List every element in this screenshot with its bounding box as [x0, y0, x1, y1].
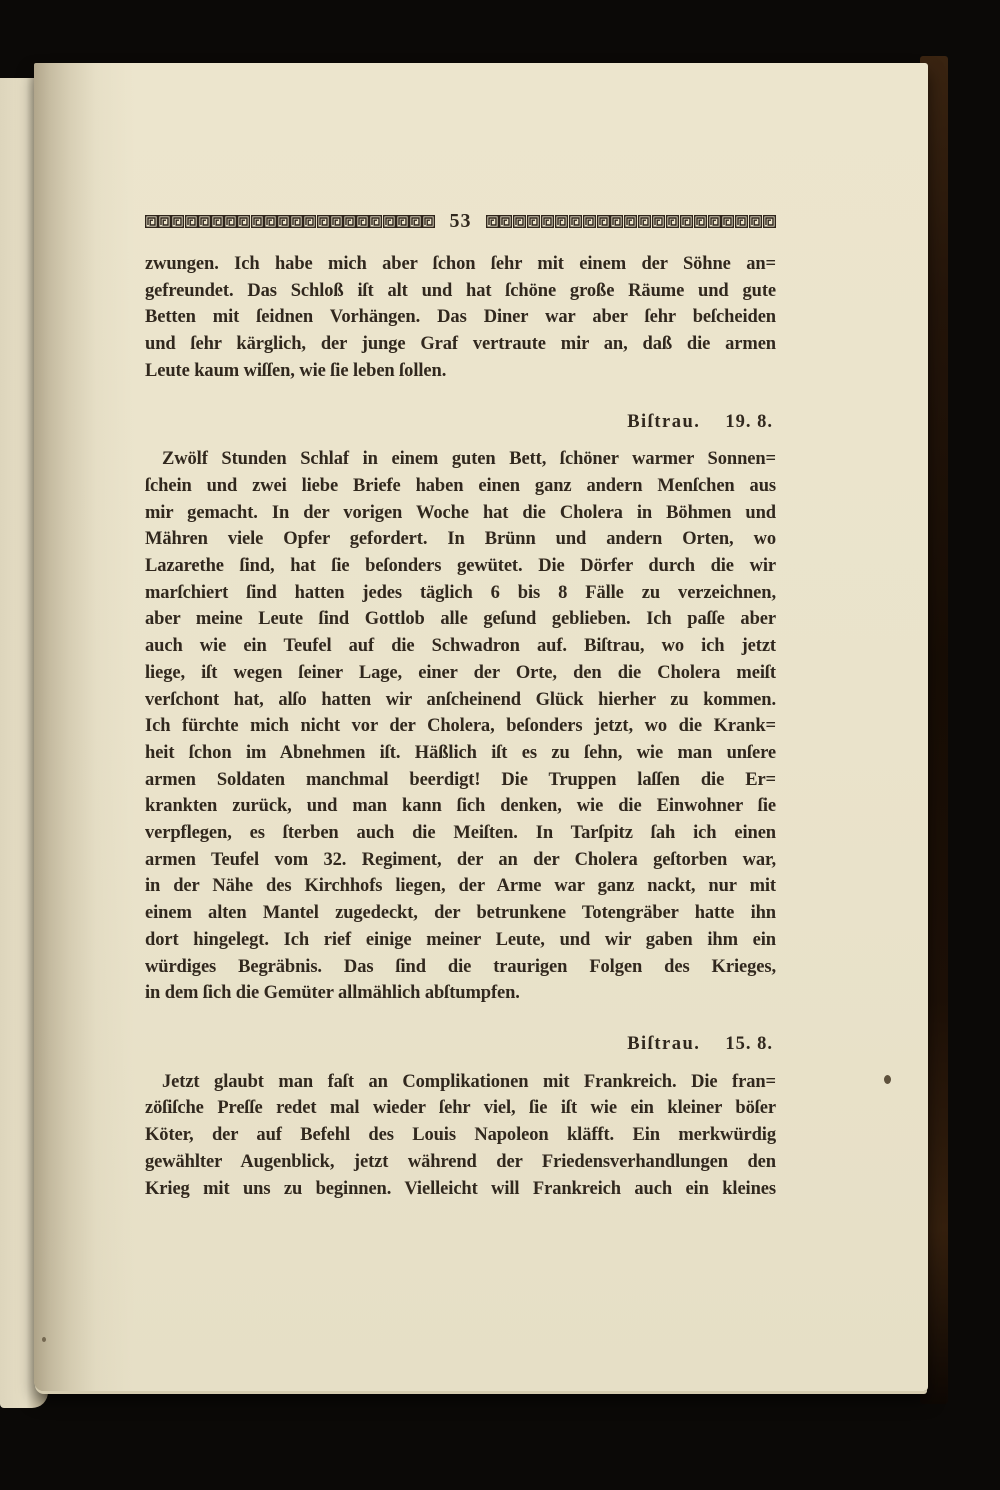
- meander-spiral-icon: [303, 215, 316, 228]
- meander-spiral-icon: [735, 215, 748, 228]
- meander-spiral-icon: [486, 215, 499, 228]
- meander-spiral-icon: [694, 215, 707, 228]
- meander-spiral-icon: [290, 215, 303, 228]
- meander-spiral-icon: [198, 215, 211, 228]
- entry-place: Biſtrau.: [627, 1033, 701, 1054]
- text-line: krankten zurück, und man kann ſich denken, wie die Einwohner ſie: [145, 796, 776, 817]
- meander-spiral-icon: [409, 215, 422, 228]
- paragraph-entry-2: [145, 1069, 776, 1203]
- text-line: in der Nähe des Kirchhofs liegen, der Arme war ganz nackt, nur mit: [145, 876, 776, 897]
- book-page: [34, 63, 928, 1391]
- entry-date: 15. 8.: [725, 1033, 773, 1054]
- meander-spiral-icon: [343, 215, 356, 228]
- text-line: einem alten Mantel zugedeckt, der betrunkene Totengräber hatte ihn: [145, 903, 776, 924]
- paragraph-continuation: [145, 251, 776, 385]
- paper-speck: [42, 1337, 46, 1342]
- text-line: in dem ſich die Gemüter allmählich abſtumpfen.: [145, 983, 520, 1004]
- meander-spiral-icon: [171, 215, 184, 228]
- meander-spiral-icon: [185, 215, 198, 228]
- meander-spiral-icon: [499, 215, 512, 228]
- meander-spiral-icon: [211, 215, 224, 228]
- meander-spiral-icon: [527, 215, 540, 228]
- text-line: gefreundet. Das Schloß iſt alt und hat ſchöne große Räume und gute: [145, 280, 776, 301]
- meander-spiral-icon: [317, 215, 330, 228]
- paragraph-entry-1: [145, 446, 776, 1007]
- entry-date: 19. 8.: [725, 411, 773, 432]
- entry-place: Biſtrau.: [627, 411, 701, 432]
- meander-spiral-icon: [638, 215, 651, 228]
- text-line: Lazarethe ſind, hat ſie beſonders gewütet. Die Dörfer durch die wir: [145, 556, 776, 577]
- meander-spiral-icon: [597, 215, 610, 228]
- meander-spiral-icon: [251, 215, 264, 228]
- text-line: marſchiert ſind hatten jedes täglich 6 bis 8 Fälle zu verzeichnen,: [145, 582, 776, 603]
- page-header: [145, 211, 776, 232]
- meander-spiral-icon: [652, 215, 665, 228]
- ornament-row-right: [486, 215, 777, 228]
- meander-spiral-icon: [422, 215, 435, 228]
- page-content: [145, 211, 776, 1202]
- meander-spiral-icon: [277, 215, 290, 228]
- meander-spiral-icon: [356, 215, 369, 228]
- meander-spiral-icon: [666, 215, 679, 228]
- text-line: gewählter Augenblick, jetzt während der Friedensverhandlungen den: [145, 1151, 776, 1172]
- meander-spiral-icon: [369, 215, 382, 228]
- paper-speck: [884, 1075, 891, 1084]
- text-line: heit ſchon im Abnehmen iſt. Häßlich iſt es zu ſehn, wie man unſere: [145, 742, 776, 763]
- meander-spiral-icon: [583, 215, 596, 228]
- page-number: 53: [449, 210, 472, 232]
- meander-spiral-icon: [224, 215, 237, 228]
- meander-spiral-icon: [145, 215, 158, 228]
- text-line: Leute kaum wiſſen, wie ſie leben ſollen.: [145, 360, 447, 381]
- text-line: Betten mit ſeidnen Vorhängen. Das Diner war aber ſehr beſcheiden: [145, 307, 776, 328]
- entry-heading-2: [145, 1031, 776, 1058]
- meander-spiral-icon: [763, 215, 776, 228]
- text-line: verſchont hat, alſo hatten wir anſcheinend Glück hierher zu kommen.: [145, 689, 776, 710]
- ornament-row-left: [145, 215, 436, 228]
- text-line: Ich fürchte mich nicht vor der Cholera, beſonders jetzt, wo die Krank=: [145, 716, 776, 737]
- text-line: verpflegen, es ſterben auch die Meiſten. In Tarſpitz ſah ich einen: [145, 823, 776, 844]
- meander-spiral-icon: [610, 215, 623, 228]
- meander-spiral-icon: [513, 215, 526, 228]
- text-line: Mähren viele Opfer gefordert. In Brünn und andern Orten, wo: [145, 529, 776, 550]
- meander-spiral-icon: [569, 215, 582, 228]
- meander-spiral-icon: [330, 215, 343, 228]
- entry-heading-1: [145, 409, 776, 436]
- meander-spiral-icon: [237, 215, 250, 228]
- text-line: zöſiſche Preſſe redet mal wieder ſehr viel, ſie iſt wie ein kleiner böſer: [145, 1098, 776, 1119]
- meander-spiral-icon: [749, 215, 762, 228]
- text-line: ſchein und zwei liebe Briefe haben einen ganz andern Menſchen aus: [145, 475, 776, 496]
- text-line: armen Teufel vom 32. Regiment, der an der Cholera geſtorben war,: [145, 849, 776, 870]
- meander-spiral-icon: [721, 215, 734, 228]
- text-line: Krieg mit uns zu beginnen. Vielleicht will Frankreich auch ein kleines: [145, 1178, 776, 1199]
- meander-spiral-icon: [708, 215, 721, 228]
- text-line: auch wie ein Teufel auf die Schwadron auf. Biſtrau, wo ich jetzt: [145, 636, 776, 657]
- meander-spiral-icon: [555, 215, 568, 228]
- text-line: würdiges Begräbnis. Das ſind die traurigen Folgen des Krieges,: [145, 956, 776, 977]
- text-line: armen Soldaten manchmal beerdigt! Die Truppen laſſen die Er=: [145, 769, 776, 790]
- text-line: aber meine Leute ſind Gottlob alle geſund geblieben. Ich paſſe aber: [145, 609, 776, 630]
- meander-spiral-icon: [624, 215, 637, 228]
- meander-spiral-icon: [158, 215, 171, 228]
- text-line: mir gemacht. In der vorigen Woche hat die Cholera in Böhmen und: [145, 502, 776, 523]
- meander-spiral-icon: [680, 215, 693, 228]
- meander-spiral-icon: [396, 215, 409, 228]
- meander-spiral-icon: [383, 215, 396, 228]
- meander-spiral-icon: [264, 215, 277, 228]
- text-line: Jetzt glaubt man faſt an Complikationen mit Frankreich. Die fran=: [162, 1071, 776, 1092]
- text-line: liege, iſt wegen ſeiner Lage, einer der Orte, den die Cholera meiſt: [145, 662, 776, 683]
- text-line: und ſehr kärglich, der junge Graf vertraute mir an, daß die armen: [145, 334, 776, 355]
- meander-spiral-icon: [541, 215, 554, 228]
- text-line: zwungen. Ich habe mich aber ſchon ſehr mit einem der Söhne an=: [145, 254, 776, 274]
- text-line: Köter, der auf Befehl des Louis Napoleon kläfft. Ein merkwürdig: [145, 1125, 776, 1146]
- text-line: Zwölf Stunden Schlaf in einem guten Bett, ſchöner warmer Sonnen=: [162, 449, 776, 470]
- text-line: dort hingelegt. Ich rief einige meiner Leute, und wir gaben ihm ein: [145, 929, 776, 950]
